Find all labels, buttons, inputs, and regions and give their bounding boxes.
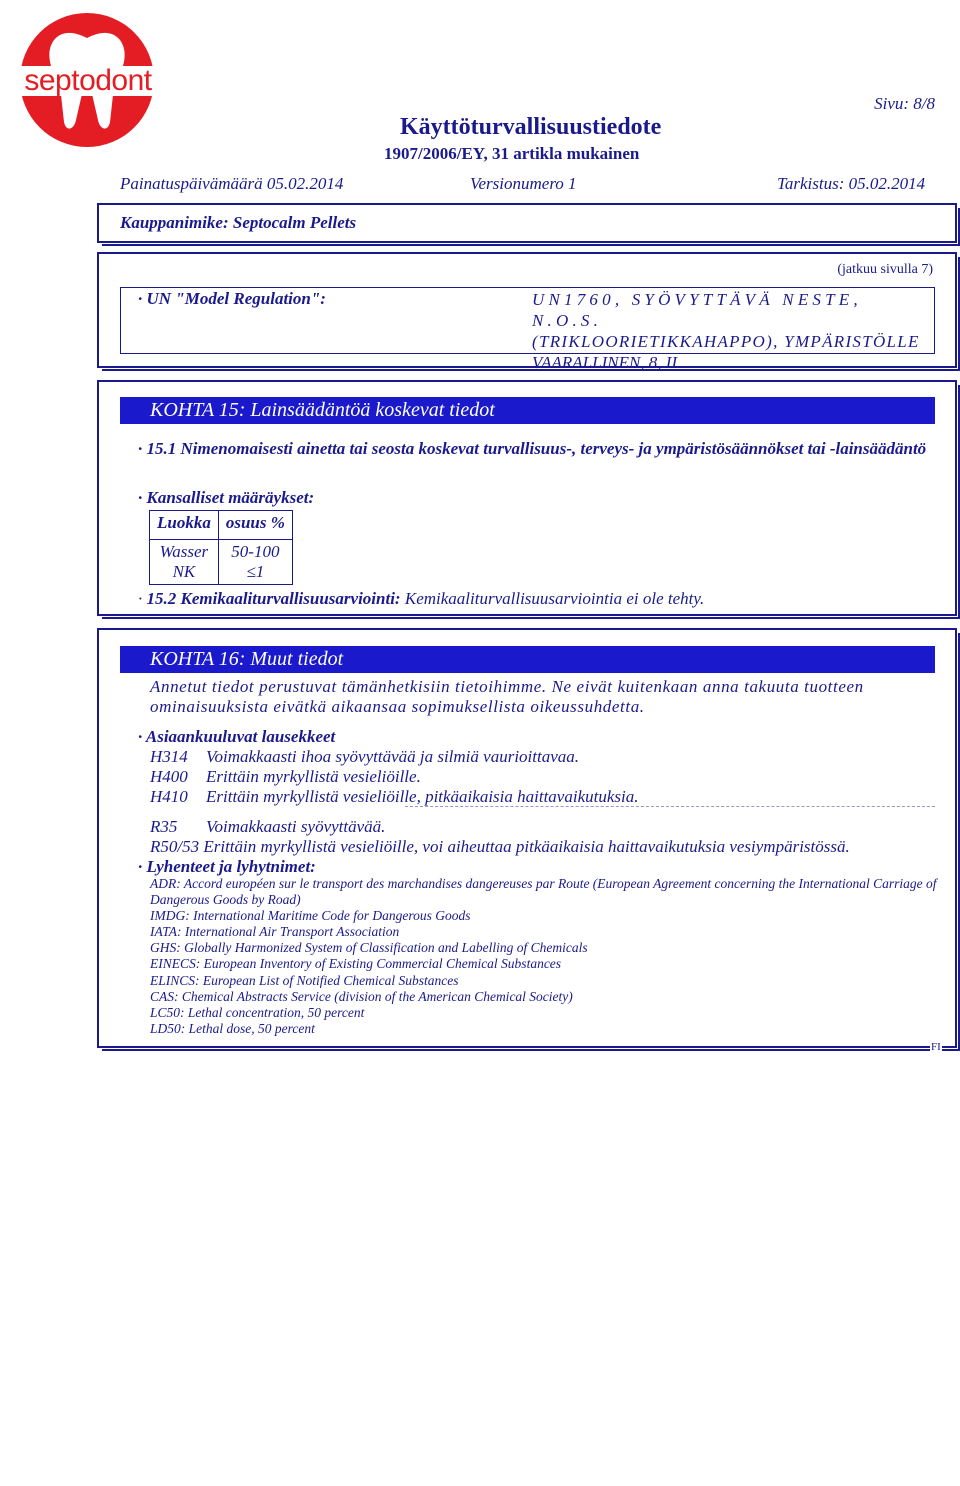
phrase-row [150,787,638,807]
section-15-1-text: 15.1 Nimenomaisesti ainetta tai seosta koskevat turvallisuus-, terveys- ja ympäristösäännökset tai -lainsäädäntö [146,439,927,458]
phrase-text: Voimakkaasti ihoa syövyttävää ja silmiä vaurioittavaa. [206,747,580,766]
language-code: FI [931,1041,941,1053]
phrase-text: Erittäin myrkyllistä vesieliöille, pitkäaikaisia haittavaikutuksia. [206,787,639,806]
chemical-safety-label: 15.2 Kemikaaliturvallisuusarviointi: [146,589,401,608]
abbreviation-item: EINECS: European Inventory of Existing Commercial Chemical Substances [150,956,562,972]
un-regulation-label: · UN "Model Regulation": [138,289,326,309]
bullet-dot: · [138,589,147,608]
un-line-2: (TRIKLOORIETIKKAHAPPO), YMPÄRISTÖLLE [532,332,920,351]
phrase-code: R35 [150,817,178,836]
section-16-heading: KOHTA 16: Muut tiedot [120,646,935,673]
document-subtitle: 1907/2006/EY, 31 artikla mukainen [384,144,640,163]
phrase-text: Voimakkaasti syövyttävää. [206,817,386,836]
table-cell-share [218,540,292,585]
chemical-safety-value: Kemikaaliturvallisuusarviointia ei ole tehty. [404,589,705,608]
abbreviations-list [150,876,940,1037]
phrase-row [150,817,385,837]
version-number: Versionumero 1 [470,174,577,193]
chemical-safety-assessment [138,589,704,609]
document-title: Käyttöturvallisuustiedote [400,114,662,140]
un-line-3: VAARALLINEN, 8, II [532,353,678,372]
phrase-code: H410 [150,787,188,806]
abbreviation-item: LC50: Lethal concentration, 50 percent [150,1004,365,1020]
septodont-logo [14,10,160,150]
table-header-share: osuus % [218,511,292,540]
section-15-heading: KOHTA 15: Lainsäädäntöä koskevat tiedot [120,397,935,424]
abbreviation-item: CAS: Chemical Abstracts Service (division of the American Chemical Society) [150,988,573,1004]
abbreviation-item: LD50: Lethal dose, 50 percent [150,1020,315,1036]
abbreviation-item: ADR: Accord européen sur le transport des marchandises dangereuses par Route (European Agreement concerning the International Carriage of Dangerous Goods by Road) [150,876,937,908]
relevant-phrases-label: · Asiaankuuluvat lausekkeet [138,727,335,747]
abbreviations-label: · Lyhenteet ja lyhytnimet: [138,857,316,877]
phrase-row [150,767,421,787]
table-cell-class [150,540,219,585]
share-value: ≤1 [246,562,265,581]
section-16-intro: Annetut tiedot perustuvat tämänhetkisiin tietoihimme. Ne eivät kuitenkaan anna takuuta tuotteen ominaisuuksista eivätkä aikaansaa sopimuksellista oikeussuhdetta. [150,677,864,716]
class-value: NK [172,562,196,581]
section-15-1-heading [138,438,938,459]
phrase-text: Erittäin myrkyllistä vesieliöille. [206,767,421,786]
abbreviation-item: IMDG: International Maritime Code for Dangerous Goods [150,908,471,924]
print-date: Painatuspäivämäärä 05.02.2014 [120,174,344,193]
abbreviation-item: ELINCS: European List of Notified Chemical Substances [150,972,459,988]
national-regulations-label: · Kansalliset määräykset: [138,488,314,508]
table-header-class: Luokka [150,511,219,540]
un-line-1: UN1760, SYÖVYTTÄVÄ NESTE, N.O.S. [532,290,862,330]
revision-date: Tarkistus: 05.02.2014 [777,174,926,193]
un-regulation-value [532,289,932,373]
phrase-code: R50/53 [150,837,200,856]
page-number: Sivu: 8/8 [874,94,935,113]
logo-wordmark: septodont [24,64,152,97]
phrase-code: H314 [150,747,188,766]
phrase-row [150,747,579,767]
national-regulations-table [149,510,293,585]
abbreviation-item: IATA: International Air Transport Association [150,924,400,940]
phrase-row [150,837,850,857]
phrase-code: H400 [150,767,188,786]
dotted-separator [405,806,935,807]
phrase-text: Erittäin myrkyllistä vesieliöille, voi aiheuttaa pitkäaikaisia haittavaikutuksia vesiympäristössä. [203,837,850,856]
bullet-dot: · [138,439,147,458]
abbreviation-item: GHS: Globally Harmonized System of Classification and Labelling of Chemicals [150,940,588,956]
continued-note: (jatkuu sivulla 7) [837,262,933,277]
share-value: 50-100 [231,542,280,561]
class-value: Wasser [159,542,209,561]
trade-name: Kauppanimike: Septocalm Pellets [120,213,357,232]
